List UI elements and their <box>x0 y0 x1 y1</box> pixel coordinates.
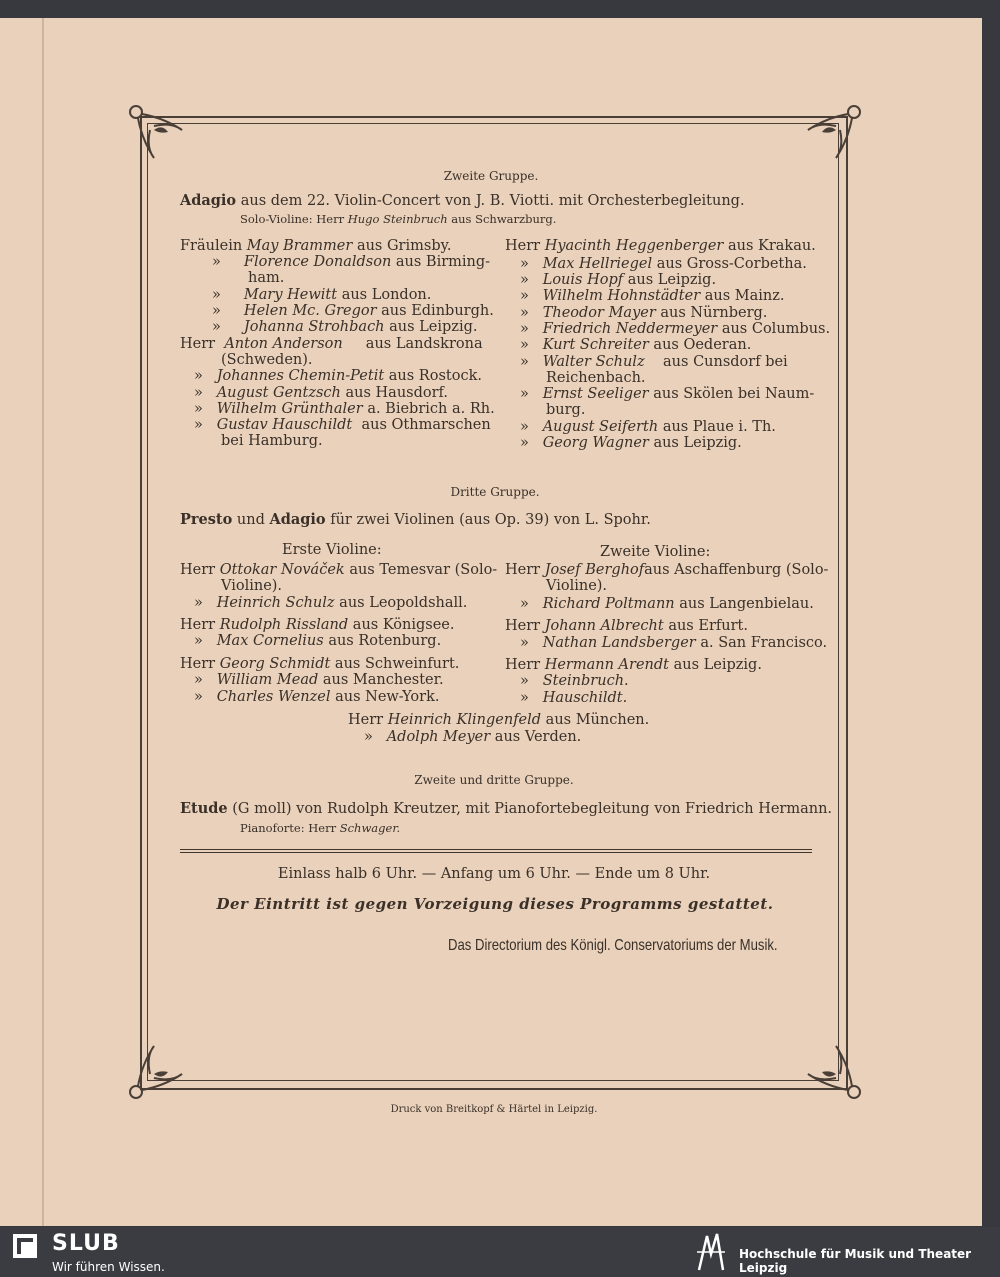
list-item <box>520 354 788 370</box>
slub-tagline: Wir führen Wissen. <box>52 1260 165 1274</box>
ditto-mark: » <box>520 305 529 321</box>
piece-title: Presto <box>180 511 233 528</box>
ditto-mark: » <box>364 729 373 745</box>
ditto-mark: » <box>520 337 529 353</box>
heading-zweite-gruppe: Zweite Gruppe. <box>443 169 539 183</box>
list-item <box>180 238 451 254</box>
student-name: Max Cornelius <box>216 633 324 649</box>
ornament-bottom-left-icon <box>124 1024 204 1104</box>
hmt-name[interactable]: Hochschule für Musik und Theater Leipzig <box>739 1247 972 1275</box>
ditto-mark: » <box>212 303 221 319</box>
ditto-mark: » <box>520 272 529 288</box>
title-prefix: Herr <box>505 238 541 254</box>
piece-title: Etude <box>180 800 228 817</box>
entry-notice: Der Eintritt ist gegen Vorzeigung dieses Programms gestattet. <box>216 895 774 913</box>
ditto-mark: » <box>520 419 529 435</box>
list-item <box>505 562 828 578</box>
origin: aus Leipzig. <box>389 319 478 335</box>
list-item <box>520 673 629 689</box>
list-item <box>520 690 627 706</box>
ditto-mark: » <box>194 672 203 688</box>
student-name: August Gentzsch <box>216 385 341 401</box>
list-item-cont: Violine). <box>546 578 608 594</box>
student-name: Hyacinth Heggenberger <box>544 238 724 254</box>
origin: aus Othmarschen <box>361 417 491 433</box>
event-times: Einlass halb 6 Uhr. — Anfang um 6 Uhr. — Ende um 8 Uhr. <box>277 866 711 882</box>
list-item <box>180 656 459 672</box>
ditto-mark: » <box>194 689 203 705</box>
heading-dritte-gruppe: Dritte Gruppe. <box>450 485 540 499</box>
piece-viotti <box>180 193 745 209</box>
origin: aus Manchester. <box>322 672 444 688</box>
student-name: Georg Wagner <box>542 435 649 451</box>
student-name: Kurt Schreiter <box>542 337 649 353</box>
list-item <box>520 635 827 651</box>
list-item <box>194 689 439 705</box>
student-name: Gustav Hauschildt <box>216 417 353 433</box>
pianoforte-line <box>240 820 400 836</box>
slub-logo-icon[interactable] <box>12 1233 38 1259</box>
ditto-mark: » <box>212 319 221 335</box>
student-name: Wilhelm Hohnstädter <box>542 288 701 304</box>
slub-title[interactable]: SLUB <box>52 1231 120 1256</box>
origin: aus Erfurt. <box>668 618 748 634</box>
list-item <box>520 386 814 402</box>
ditto-mark: » <box>212 254 221 270</box>
student-name: Hermann Arendt <box>544 657 669 673</box>
label-zweite-violine: Zweite Violine: <box>600 544 711 560</box>
piece-spohr <box>180 512 651 528</box>
list-item-cont: ham. <box>248 270 285 286</box>
hmt-logo-icon[interactable] <box>693 1230 729 1274</box>
ditto-mark: » <box>212 287 221 303</box>
ditto-mark: » <box>194 401 203 417</box>
student-name: Georg Schmidt <box>219 656 331 672</box>
origin: aus Rostock. <box>388 368 482 384</box>
list-item <box>194 672 444 688</box>
list-item <box>180 336 483 352</box>
piece-description: für zwei Violinen (aus Op. 39) von L. Spohr. <box>330 512 651 528</box>
origin: aus Landskrona <box>365 336 483 352</box>
ditto-mark: » <box>520 354 529 370</box>
title-prefix: Fräulein <box>180 238 243 254</box>
student-name: Wilhelm Grünthaler <box>216 401 363 417</box>
title-prefix: Herr <box>180 617 216 633</box>
title-prefix: Herr <box>505 657 541 673</box>
title-prefix: Herr <box>180 656 216 672</box>
solo-violin-line <box>240 211 556 227</box>
list-item <box>180 562 497 578</box>
origin: a. Biebrich a. Rh. <box>367 401 495 417</box>
list-item <box>180 617 454 633</box>
piano-name: Schwager. <box>339 821 401 835</box>
printer-credit: Druck von Breitkopf & Härtel in Leipzig. <box>390 1104 598 1115</box>
origin: aus Verden. <box>494 729 582 745</box>
origin: aus Aschaffenburg (Solo- <box>644 562 829 578</box>
origin: aus Nürnberg. <box>660 305 768 321</box>
student-name: Max Hellriegel <box>542 256 653 272</box>
origin: aus Columbus. <box>721 321 831 337</box>
list-item <box>364 729 581 745</box>
list-item <box>505 618 748 634</box>
title-prefix: Herr <box>505 562 541 578</box>
origin: aus Plaue i. Th. <box>662 419 776 435</box>
origin: aus Krakau. <box>727 238 816 254</box>
student-name: Anton Anderson <box>224 336 343 352</box>
piece-conjunction: und <box>236 512 265 528</box>
student-name: May Brammer <box>246 238 353 254</box>
origin: aus Langenbielau. <box>679 596 814 612</box>
ditto-mark: » <box>520 321 529 337</box>
origin: aus Rotenburg. <box>328 633 442 649</box>
list-item <box>194 417 491 433</box>
student-name: Friedrich Neddermeyer <box>542 321 718 337</box>
origin: aus Edinburgh. <box>381 303 494 319</box>
list-item-cont: (Schweden). <box>221 352 313 368</box>
ditto-mark: » <box>520 635 529 651</box>
piece-description: aus dem 22. Violin-Concert von J. B. Viotti. mit Orchesterbegleitung. <box>240 193 745 209</box>
student-name: Theodor Mayer <box>542 305 656 321</box>
solo-prefix: Solo-Violine: Herr <box>240 212 345 226</box>
ditto-mark: » <box>520 386 529 402</box>
student-name: Josef Berghof <box>544 562 645 578</box>
origin: aus London. <box>341 287 432 303</box>
title-prefix: Herr <box>180 336 216 352</box>
student-name: Hauschildt. <box>542 690 628 706</box>
student-name: Richard Poltmann <box>542 596 675 612</box>
origin: aus Birming- <box>395 254 491 270</box>
origin: aus Cunsdorf bei <box>663 354 788 370</box>
list-item <box>212 303 494 319</box>
origin: aus Königsee. <box>352 617 455 633</box>
student-name: Johanna Strohbach <box>243 319 385 335</box>
list-item <box>520 305 767 321</box>
list-item-cont: burg. <box>546 402 586 418</box>
title-prefix: Herr <box>348 712 384 728</box>
list-item <box>212 287 431 303</box>
ditto-mark: » <box>520 435 529 451</box>
divider-rule <box>180 852 812 853</box>
list-item <box>505 238 816 254</box>
piece-title: Adagio <box>269 511 326 528</box>
heading-zweite-dritte-gruppe: Zweite und dritte Gruppe. <box>414 773 574 787</box>
student-name: William Mead <box>216 672 319 688</box>
origin: aus Leipzig. <box>627 272 717 288</box>
student-name: Johannes Chemin-Petit <box>216 368 385 384</box>
origin: aus Leopoldshall. <box>339 595 468 611</box>
list-item-cont: Reichenbach. <box>546 370 646 386</box>
list-item <box>520 321 830 337</box>
piece-kreutzer <box>180 801 832 817</box>
ditto-mark: » <box>520 256 529 272</box>
ditto-mark: » <box>520 690 529 706</box>
ditto-mark: » <box>194 368 203 384</box>
ditto-mark: » <box>194 385 203 401</box>
student-name: Heinrich Klingenfeld <box>387 712 542 728</box>
origin: aus Gross-Corbetha. <box>656 256 807 272</box>
title-prefix: Herr <box>505 618 541 634</box>
solo-suffix: aus Schwarzburg. <box>451 212 557 226</box>
origin: aus München. <box>545 712 650 728</box>
piano-prefix: Pianoforte: Herr <box>240 821 337 835</box>
origin: aus Leipzig. <box>653 435 742 451</box>
student-name: Johann Albrecht <box>544 618 664 634</box>
ditto-mark: » <box>194 595 203 611</box>
student-name: Louis Hopf <box>542 272 624 288</box>
list-item <box>505 657 762 673</box>
student-name: Walter Schulz <box>542 354 645 370</box>
list-item <box>520 272 716 288</box>
origin: aus Schweinfurt. <box>334 656 460 672</box>
origin: aus Grimsby. <box>356 238 452 254</box>
list-item <box>194 385 448 401</box>
list-item <box>520 419 776 435</box>
ditto-mark: » <box>194 633 203 649</box>
list-item <box>520 435 742 451</box>
list-item-cont: Violine). <box>221 578 283 594</box>
student-name: Steinbruch. <box>542 673 629 689</box>
ditto-mark: » <box>520 596 529 612</box>
origin: a. San Francisco. <box>700 635 828 651</box>
label-erste-violine: Erste Violine: <box>282 542 382 558</box>
list-item <box>194 595 467 611</box>
origin: aus Oederan. <box>653 337 752 353</box>
origin: aus Mainz. <box>704 288 785 304</box>
ditto-mark: » <box>520 288 529 304</box>
ditto-mark: » <box>194 417 203 433</box>
student-name: Ottokar Nováček <box>219 562 345 578</box>
student-name: Nathan Landsberger <box>542 635 696 651</box>
page-fold <box>42 18 44 1226</box>
student-name: Helen Mc. Gregor <box>243 303 377 319</box>
student-name: August Seiferth <box>542 419 659 435</box>
list-item <box>520 596 814 612</box>
piece-description: (G moll) von Rudolph Kreutzer, mit Pianofortebegleitung von Friedrich Hermann. <box>232 801 833 817</box>
list-item <box>520 337 751 353</box>
origin: aus Skölen bei Naum- <box>653 386 815 402</box>
student-name: Florence Donaldson <box>243 254 392 270</box>
ditto-mark: » <box>520 673 529 689</box>
student-name: Ernst Seeliger <box>542 386 649 402</box>
ornament-bottom-right-icon <box>786 1024 866 1104</box>
origin: aus New-York. <box>335 689 440 705</box>
student-name: Mary Hewitt <box>243 287 338 303</box>
footer-bar <box>0 1227 1000 1277</box>
student-name: Adolph Meyer <box>386 729 491 745</box>
divider-rule <box>180 849 812 850</box>
list-item <box>194 401 495 417</box>
student-name: Heinrich Schulz <box>216 595 335 611</box>
directorium-signature: Das Directorium des Königl. Conservatoriums der Musik. <box>448 937 778 954</box>
student-name: Rudolph Rissland <box>219 617 349 633</box>
title-prefix: Herr <box>180 562 216 578</box>
list-item <box>348 712 649 728</box>
student-name: Charles Wenzel <box>216 689 331 705</box>
list-item <box>520 256 807 272</box>
list-item <box>194 633 441 649</box>
origin: aus Hausdorf. <box>345 385 449 401</box>
piece-title: Adagio <box>180 192 237 209</box>
list-item <box>194 368 482 384</box>
list-item <box>212 319 477 335</box>
origin: aus Temesvar (Solo- <box>349 562 498 578</box>
list-item-cont: bei Hamburg. <box>221 433 323 449</box>
solo-name: Hugo Steinbruch <box>347 212 448 226</box>
list-item <box>212 254 490 270</box>
origin: aus Leipzig. <box>673 657 762 673</box>
list-item <box>520 288 785 304</box>
